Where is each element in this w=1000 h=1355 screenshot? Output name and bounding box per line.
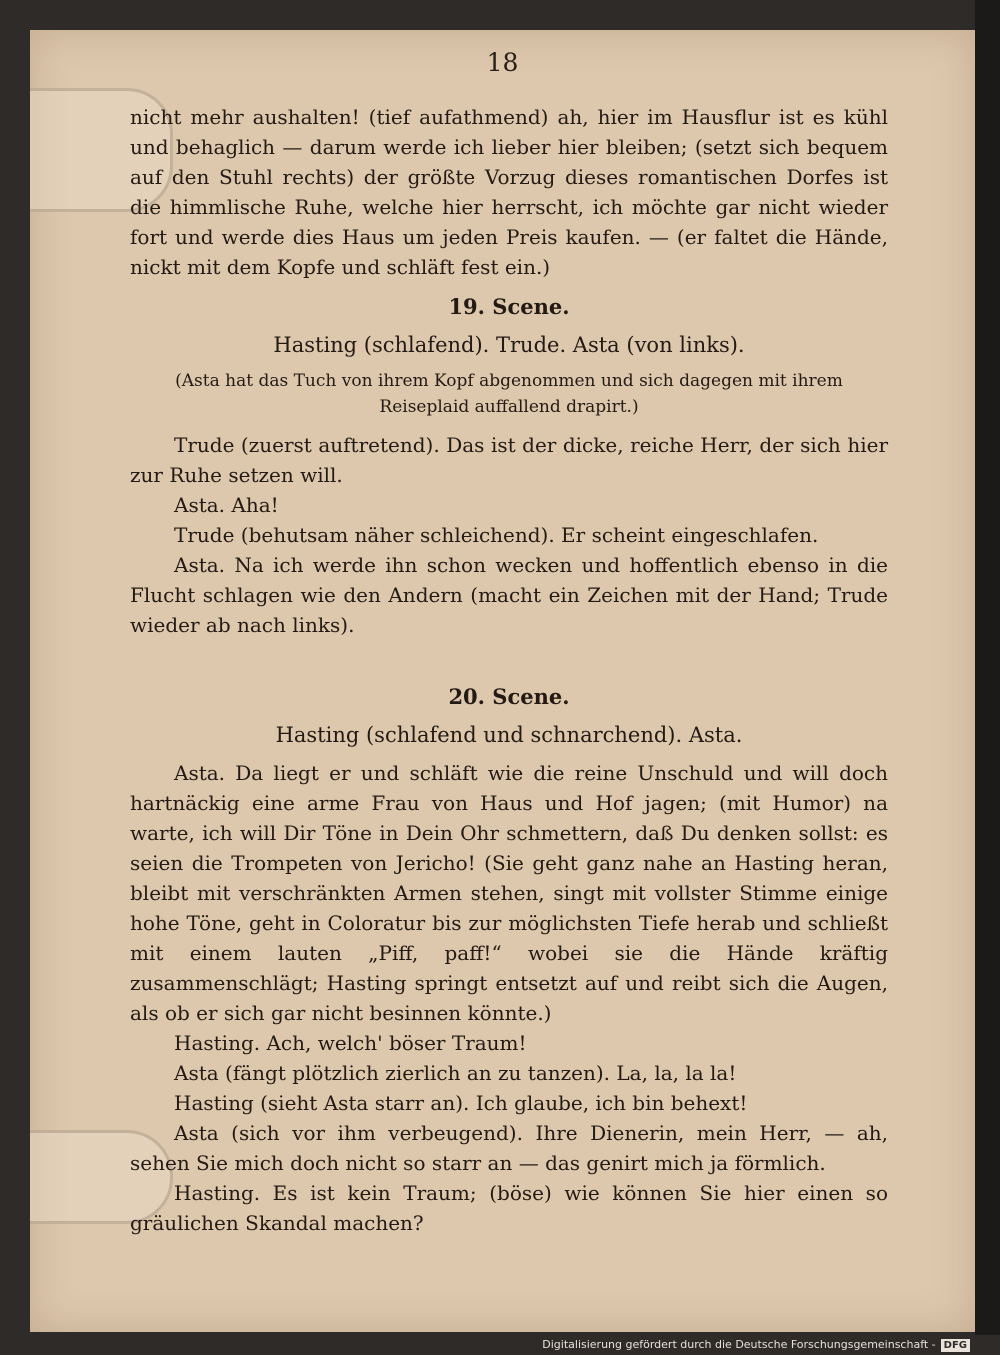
dfg-logo-icon: DFG [941,1339,970,1352]
dialogue-line: Asta. Na ich werde ihn schon wecken und hoffentlich ebenso in die Flucht schlagen wie den Andern (macht ein Zeichen mit der Hand; Trude wieder ab nach links). [130,553,888,637]
scene-20-heading: 20. Scene. [448,684,570,709]
dialogue-line: Trude (behutsam näher schleichend). Er scheint eingeschlafen. [174,523,819,547]
dialogue-line: Asta. Aha! [174,493,279,517]
dialogue-line: Asta (fängt plötzlich zierlich an zu tanzen). La, la, la la! [174,1061,737,1085]
dialogue-line: Hasting. Ach, welch' böser Traum! [174,1031,527,1055]
page-number: 18 [486,48,519,77]
book-page [30,30,975,1332]
scene-20-cast: Hasting (schlafend und schnarchend). Asta. [275,723,743,747]
digitization-credit [542,1337,970,1353]
paragraph-continued: nicht mehr aushalten! (tief aufathmend) ah, hier im Hausflur ist es kühl und behaglich — darum werde ich lieber hier bleiben; (setzt sich bequem auf den Stuhl rechts) der größte Vorzug dieses romantischen Dorfes ist die himmlische Ruhe, welche hier herrscht, ich möchte gar nicht wieder fort und werde dies Haus um jeden Preis kaufen. — (er faltet die Hände, nickt mit dem Kopfe und schläft fest ein.) [130,105,888,279]
dialogue-line: Asta. Da liegt er und schläft wie die reine Unschuld und will doch hartnäckig eine arme Frau von Haus und Hof jagen; (mit Humor) na warte, ich will Dir Töne in Dein Ohr schmettern, daß Du denken sollst: es seien die Trompeten von Jericho! (Sie geht ganz nahe an Hasting heran, bleibt mit verschränkten Armen stehen, singt mit vollster Stimme einige hohe Töne, geht in Coloratur bis zur möglichsten Tiefe herab und schließt mit einem lauten „Piff, paff!“ wobei sie die Hände kräftig zusammenschlägt; Hasting springt entsetzt auf und reibt sich die Augen, als ob er sich gar nicht besinnen könnte.) [130,761,888,1025]
scene-19-heading: 19. Scene. [448,294,570,319]
page-text [130,102,888,1238]
book-spine-edge [975,0,1000,1335]
scene-19-cast: Hasting (schlafend). Trude. Asta (von links). [273,333,745,357]
scene-19-stage-direction: (Asta hat das Tuch von ihrem Kopf abgenommen und sich dagegen mit ihrem Reiseplaid auffallend drapirt.) [175,371,843,417]
dialogue-line: Hasting (sieht Asta starr an). Ich glaube, ich bin behext! [174,1091,748,1115]
dialogue-line: Trude (zuerst auftretend). Das ist der dicke, reiche Herr, der sich hier zur Ruhe setzen will. [130,433,888,487]
dialogue-line: Asta (sich vor ihm verbeugend). Ihre Dienerin, mein Herr, — ah, sehen Sie mich doch nicht so starr an — das genirt mich ja förmlich. [130,1121,888,1175]
credit-text: Digitalisierung gefördert durch die Deutsche Forschungsgemeinschaft - [542,1338,936,1351]
dialogue-line: Hasting. Es ist kein Traum; (böse) wie können Sie hier einen so gräulichen Skandal machen? [130,1181,888,1235]
